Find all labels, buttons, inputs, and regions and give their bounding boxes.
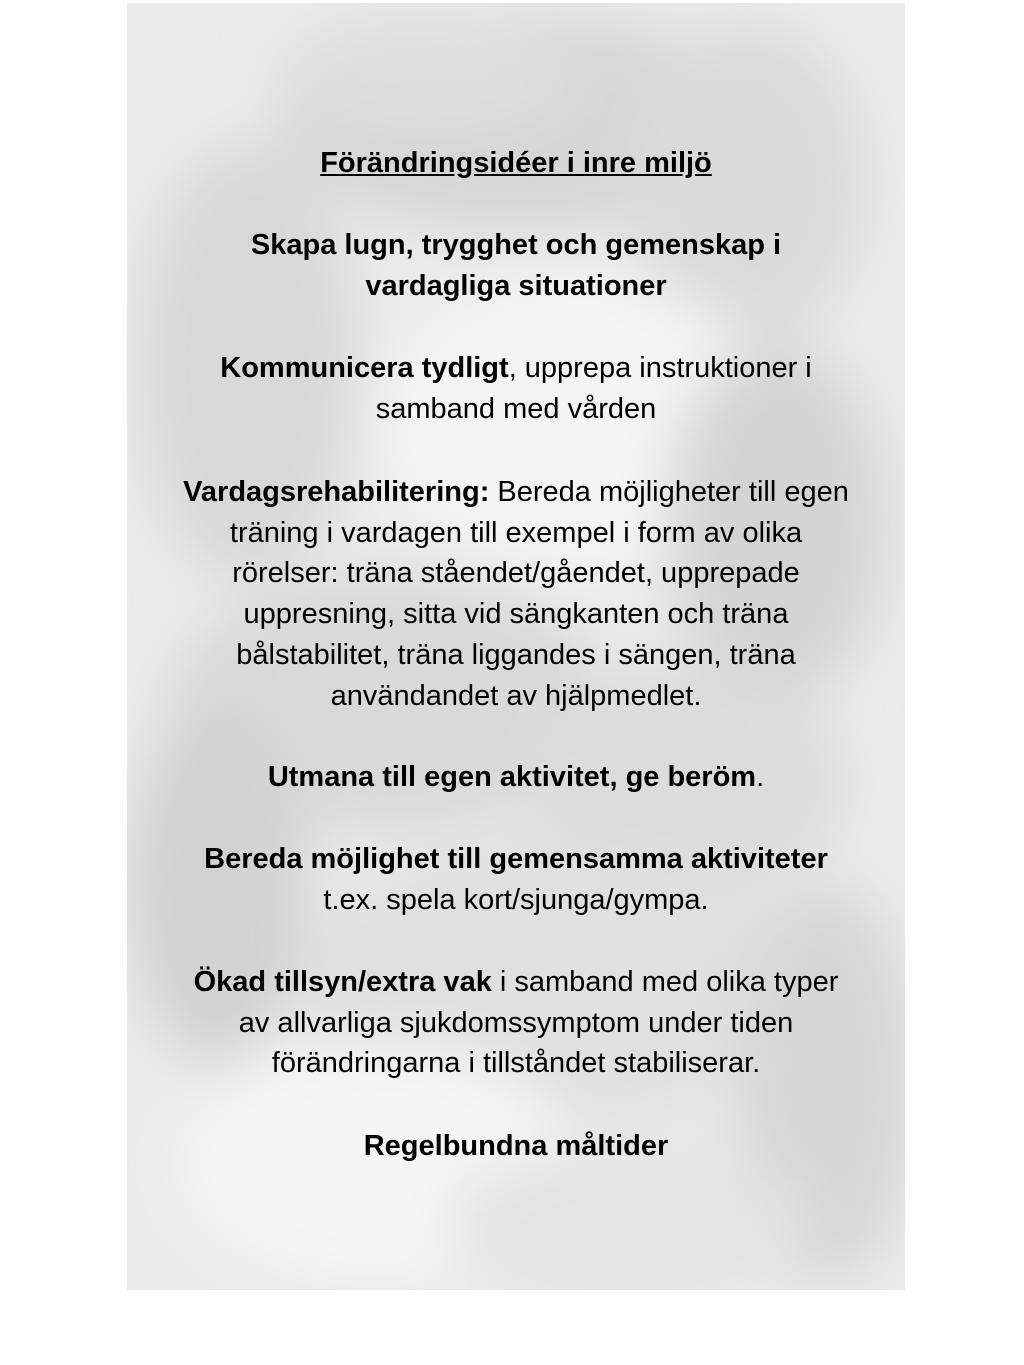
- rehab-line-2: träning i vardagen till exempel i form av olika: [229, 516, 803, 549]
- rehab-heading: Vardagsrehabilitering:: [183, 476, 490, 508]
- paragraph-rehab: [127, 472, 905, 716]
- paragraph-meals: Regelbundna måltider: [363, 1130, 669, 1162]
- calm-line-1: Skapa lugn, trygghet och gemenskap i: [250, 229, 782, 261]
- communicate-heading: Kommunicera tydligt: [220, 352, 509, 384]
- rehab-line-1: Bereda möjligheter till egen: [489, 476, 849, 508]
- paragraph-calm: [127, 225, 905, 306]
- paragraph-challenge: [127, 757, 905, 798]
- supervision-line-2: av allvarliga sjukdomssymptom under tiden: [238, 1006, 794, 1039]
- rehab-line-5: bålstabilitet, träna liggandes i sängen, träna: [236, 638, 796, 671]
- communicate-line-2: samband med vården: [375, 392, 657, 425]
- challenge-heading: Utmana till egen aktivitet, ge beröm: [267, 761, 757, 793]
- supervision-line-1: i samband med olika typer: [491, 966, 839, 998]
- supervision-line-3: förändringarna i tillståndet stabiliserar.: [271, 1047, 761, 1080]
- rehab-line-3: rörelser: träna ståendet/gåendet, upprepade: [232, 557, 800, 590]
- challenge-rest: .: [756, 761, 765, 793]
- supervision-heading: Ökad tillsyn/extra vak: [193, 966, 492, 998]
- rehab-line-4: uppresning, sitta vid sängkanten och träna: [243, 598, 789, 631]
- document-title: Förändringsidéer i inre miljö: [320, 147, 712, 179]
- activities-heading: Bereda möjlighet till gemensamma aktiviteter: [204, 843, 828, 875]
- paragraph-supervision: [127, 962, 905, 1084]
- activities-line-2: t.ex. spela kort/sjunga/gympa.: [323, 883, 709, 916]
- calm-line-2: vardagliga situationer: [365, 269, 667, 302]
- paragraph-activities: [127, 839, 905, 920]
- paragraph-communicate: [127, 348, 905, 429]
- communicate-line-1: , upprepa instruktioner i: [508, 352, 812, 384]
- rehab-line-6: användandet av hjälpmedlet.: [330, 679, 702, 712]
- slide: [127, 3, 905, 1290]
